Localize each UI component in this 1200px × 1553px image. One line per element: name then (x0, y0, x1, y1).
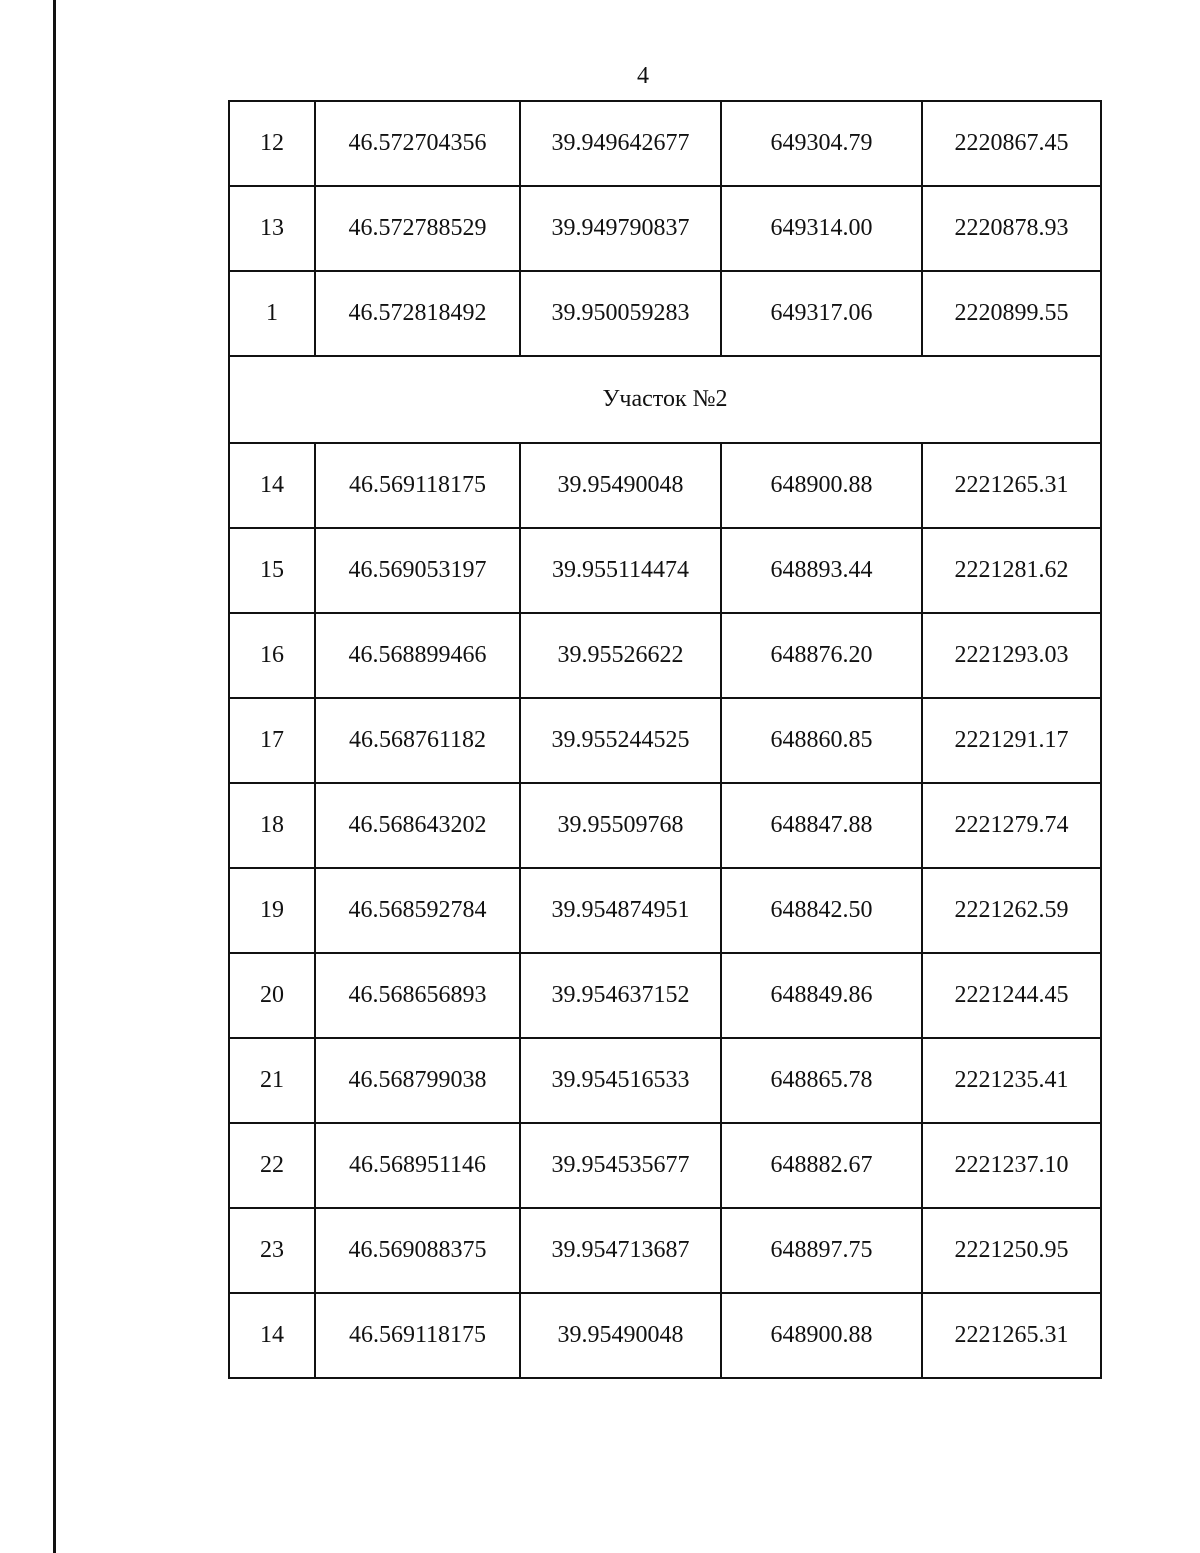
x-coordinate-cell: 648897.75 (721, 1208, 922, 1293)
latitude-cell: 46.569088375 (315, 1208, 520, 1293)
y-coordinate-cell: 2221279.74 (922, 783, 1101, 868)
longitude-cell: 39.954637152 (520, 953, 721, 1038)
table-row (229, 783, 1101, 868)
longitude-cell: 39.95490048 (520, 443, 721, 528)
point-number-cell: 18 (229, 783, 315, 868)
coordinates-table-body (229, 101, 1101, 1378)
table-row (229, 698, 1101, 783)
longitude-cell: 39.954516533 (520, 1038, 721, 1123)
x-coordinate-cell: 648865.78 (721, 1038, 922, 1123)
y-coordinate-cell: 2221262.59 (922, 868, 1101, 953)
longitude-cell: 39.954874951 (520, 868, 721, 953)
x-coordinate-cell: 648893.44 (721, 528, 922, 613)
point-number-cell: 17 (229, 698, 315, 783)
latitude-cell: 46.568799038 (315, 1038, 520, 1123)
point-number-cell: 13 (229, 186, 315, 271)
table-row (229, 868, 1101, 953)
table-row (229, 1208, 1101, 1293)
scan-border-line (53, 0, 56, 1553)
point-number-cell: 14 (229, 1293, 315, 1378)
x-coordinate-cell: 648876.20 (721, 613, 922, 698)
point-number-cell: 12 (229, 101, 315, 186)
point-number-cell: 15 (229, 528, 315, 613)
table-row (229, 186, 1101, 271)
x-coordinate-cell: 648842.50 (721, 868, 922, 953)
longitude-cell: 39.954713687 (520, 1208, 721, 1293)
latitude-cell: 46.568761182 (315, 698, 520, 783)
page-number: 4 (637, 63, 649, 89)
longitude-cell: 39.95526622 (520, 613, 721, 698)
y-coordinate-cell: 2221293.03 (922, 613, 1101, 698)
y-coordinate-cell: 2220867.45 (922, 101, 1101, 186)
point-number-cell: 14 (229, 443, 315, 528)
table-row (229, 271, 1101, 356)
x-coordinate-cell: 649304.79 (721, 101, 922, 186)
x-coordinate-cell: 648849.86 (721, 953, 922, 1038)
latitude-cell: 46.568899466 (315, 613, 520, 698)
y-coordinate-cell: 2221250.95 (922, 1208, 1101, 1293)
latitude-cell: 46.572788529 (315, 186, 520, 271)
table-row (229, 528, 1101, 613)
y-coordinate-cell: 2221291.17 (922, 698, 1101, 783)
longitude-cell: 39.949642677 (520, 101, 721, 186)
point-number-cell: 16 (229, 613, 315, 698)
x-coordinate-cell: 648900.88 (721, 1293, 922, 1378)
point-number-cell: 19 (229, 868, 315, 953)
latitude-cell: 46.569118175 (315, 443, 520, 528)
y-coordinate-cell: 2221265.31 (922, 1293, 1101, 1378)
longitude-cell: 39.95509768 (520, 783, 721, 868)
y-coordinate-cell: 2221281.62 (922, 528, 1101, 613)
latitude-cell: 46.569053197 (315, 528, 520, 613)
longitude-cell: 39.955244525 (520, 698, 721, 783)
latitude-cell: 46.568592784 (315, 868, 520, 953)
point-number-cell: 23 (229, 1208, 315, 1293)
point-number-cell: 20 (229, 953, 315, 1038)
longitude-cell: 39.954535677 (520, 1123, 721, 1208)
y-coordinate-cell: 2220878.93 (922, 186, 1101, 271)
latitude-cell: 46.568656893 (315, 953, 520, 1038)
y-coordinate-cell: 2221237.10 (922, 1123, 1101, 1208)
section-row (229, 356, 1101, 443)
point-number-cell: 21 (229, 1038, 315, 1123)
x-coordinate-cell: 648900.88 (721, 443, 922, 528)
y-coordinate-cell: 2221244.45 (922, 953, 1101, 1038)
latitude-cell: 46.569118175 (315, 1293, 520, 1378)
x-coordinate-cell: 649314.00 (721, 186, 922, 271)
longitude-cell: 39.949790837 (520, 186, 721, 271)
longitude-cell: 39.955114474 (520, 528, 721, 613)
latitude-cell: 46.568951146 (315, 1123, 520, 1208)
x-coordinate-cell: 648860.85 (721, 698, 922, 783)
y-coordinate-cell: 2221265.31 (922, 443, 1101, 528)
longitude-cell: 39.95490048 (520, 1293, 721, 1378)
longitude-cell: 39.950059283 (520, 271, 721, 356)
table-row (229, 101, 1101, 186)
y-coordinate-cell: 2221235.41 (922, 1038, 1101, 1123)
section-title: Участок №2 (229, 356, 1101, 443)
table-row (229, 613, 1101, 698)
table-row (229, 1038, 1101, 1123)
coordinates-table (228, 100, 1102, 1379)
table-row (229, 443, 1101, 528)
latitude-cell: 46.572818492 (315, 271, 520, 356)
point-number-cell: 1 (229, 271, 315, 356)
y-coordinate-cell: 2220899.55 (922, 271, 1101, 356)
point-number-cell: 22 (229, 1123, 315, 1208)
latitude-cell: 46.568643202 (315, 783, 520, 868)
latitude-cell: 46.572704356 (315, 101, 520, 186)
x-coordinate-cell: 648847.88 (721, 783, 922, 868)
table-row (229, 953, 1101, 1038)
table-row (229, 1123, 1101, 1208)
x-coordinate-cell: 648882.67 (721, 1123, 922, 1208)
x-coordinate-cell: 649317.06 (721, 271, 922, 356)
table-row (229, 1293, 1101, 1378)
